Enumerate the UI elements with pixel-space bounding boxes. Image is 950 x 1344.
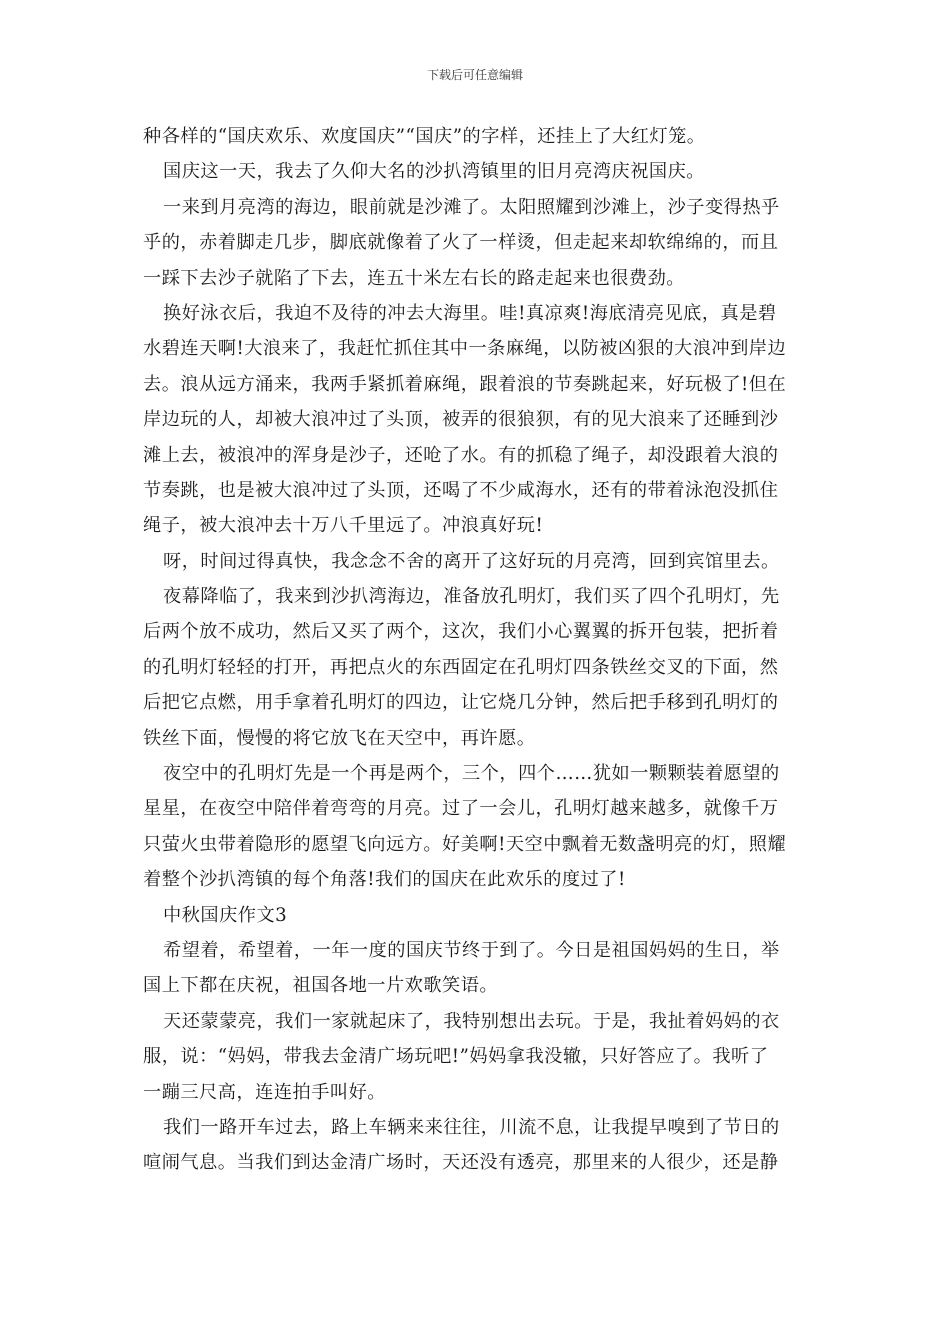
text-line: 夜空中的孔明灯先是一个再是两个，三个，四个……犹如一颗颗装着愿望的 bbox=[163, 763, 780, 785]
text-line: 星星，在夜空中陪伴着弯弯的月亮。过了一会儿，孔明灯越来越多，就像千万 bbox=[143, 798, 779, 820]
text-line: 后两个放不成功，然后又买了两个，这次，我们小心翼翼的拆开包装，把折着 bbox=[143, 621, 779, 643]
text-line: 铁丝下面，慢慢的将它放飞在天空中，再许愿。 bbox=[143, 727, 536, 749]
text-line: 只萤火虫带着隐形的愿望飞向远方。好美啊!天空中飘着无数盏明亮的灯，照耀 bbox=[143, 833, 787, 855]
text-line: 一来到月亮湾的海边，眼前就是沙滩了。太阳照耀到沙滩上，沙子变得热乎 bbox=[163, 196, 780, 218]
text-line: 着整个沙扒湾镇的每个角落!我们的国庆在此欢乐的度过了! bbox=[143, 869, 626, 891]
text-line: 天还蒙蒙亮，我们一家就起床了，我特别想出去玩。于是，我扯着妈妈的衣 bbox=[163, 1010, 780, 1032]
text-line: 一踩下去沙子就陷了下去，连五十米左右长的路走起来也很费劲。 bbox=[143, 267, 685, 289]
text-line: 滩上去，被浪冲的浑身是沙子，还呛了水。有的抓稳了绳子，却没跟着大浪的 bbox=[143, 444, 779, 466]
text-line: 国上下都在庆祝，祖国各地一片欢歌笑语。 bbox=[143, 975, 499, 997]
text-line: 服，说：“妈妈，带我去金清广场玩吧!”妈妈拿我没辙，只好答应了。我听了 bbox=[143, 1046, 769, 1068]
text-line: 岸边玩的人，却被大浪冲过了头顶，被弄的很狼狈，有的见大浪来了还睡到沙 bbox=[143, 409, 779, 431]
text-line: 的孔明灯轻轻的打开，再把点火的东西固定在孔明灯四条铁丝交叉的下面，然 bbox=[143, 656, 779, 678]
page-header: 下载后可任意编辑 bbox=[426, 68, 523, 82]
text-line: 呀，时间过得真快，我念念不舍的离开了这好玩的月亮湾，回到宾馆里去。 bbox=[163, 550, 780, 572]
text-line: 节奏跳，也是被大浪冲过了头顶，还喝了不少咸海水，还有的带着泳泡没抓住 bbox=[143, 479, 779, 501]
text-line: 中秋国庆作文3 bbox=[163, 904, 288, 926]
text-line: 喧闹气息。当我们到达金清广场时，天还没有透亮，那里来的人很少，还是静 bbox=[143, 1152, 779, 1174]
text-line: 去。浪从远方涌来，我两手紧抓着麻绳，跟着浪的节奏跳起来，好玩极了!但在 bbox=[143, 373, 787, 395]
text-line: 一蹦三尺高，连连拍手叫好。 bbox=[143, 1081, 386, 1103]
text-line: 绳子，被大浪冲去十万八千里远了。冲浪真好玩! bbox=[143, 515, 544, 537]
text-line: 乎的，赤着脚走几步，脚底就像着了火了一样烫，但走起来却软绵绵的，而且 bbox=[143, 232, 779, 254]
document-body bbox=[143, 119, 808, 1181]
text-line: 水碧连天啊!大浪来了，我赶忙抓住其中一条麻绳，以防被凶狠的大浪冲到岸边 bbox=[143, 338, 787, 360]
text-line: 换好泳衣后，我迫不及待的冲去大海里。哇!真凉爽!海底清亮见底，真是碧 bbox=[163, 302, 777, 324]
text-line: 后把它点燃，用手拿着孔明灯的四边，让它烧几分钟，然后把手移到孔明灯的 bbox=[143, 692, 779, 714]
text-line: 希望着，希望着，一年一度的国庆节终于到了。今日是祖国妈妈的生日，举 bbox=[163, 939, 780, 961]
text-line: 种各样的“国庆欢乐、欢度国庆”“国庆”的字样，还挂上了大红灯笼。 bbox=[143, 126, 706, 147]
text-line: 我们一路开车过去，路上车辆来来往往，川流不息，让我提早嗅到了节日的 bbox=[163, 1116, 780, 1138]
text-line: 夜幕降临了，我来到沙扒湾海边，准备放孔明灯，我们买了四个孔明灯，先 bbox=[163, 586, 780, 608]
text-line: 国庆这一天，我去了久仰大名的沙扒湾镇里的旧月亮湾庆祝国庆。 bbox=[163, 161, 705, 183]
